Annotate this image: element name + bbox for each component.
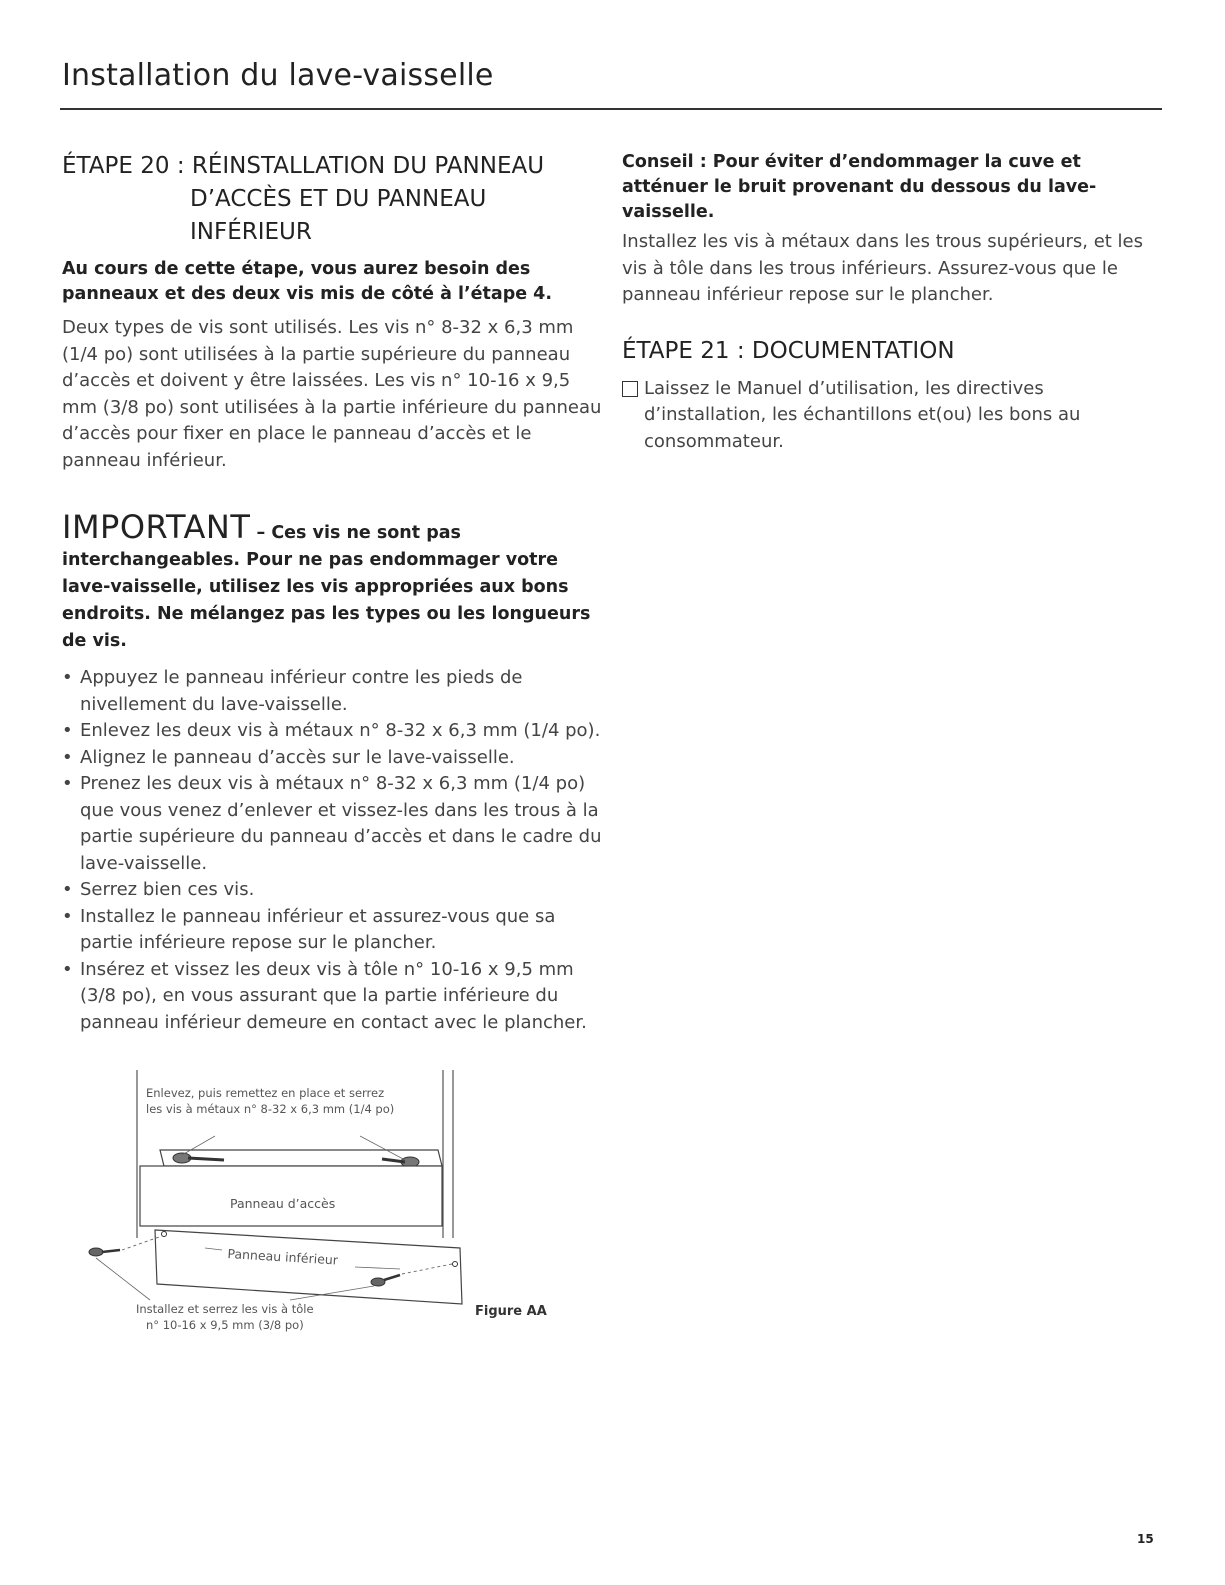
list-item: • Insérez et vissez les deux vis à tôle n° 10-16 x 9,5 mm (3/8 po), en vous assurant que la partie inférieure du panneau inférieur demeure en contact avec le plancher.	[62, 957, 602, 1037]
bottom-screw-label-line1: Installez et serrez les vis à tôle	[136, 1302, 314, 1316]
left-column	[62, 150, 602, 1036]
important-dash: –	[250, 523, 272, 543]
important-text: Ces vis ne sont pas interchangeables. Pour ne pas endommager votre lave-vaisselle, utilisez les vis appropriées aux bons endroits. Ne mélangez pas les types ou les longueurs de vis.	[62, 523, 591, 651]
checkbox-icon	[622, 381, 638, 397]
lower-left-screw-icon	[89, 1248, 120, 1256]
access-panel-label: Panneau d’accès	[230, 1196, 336, 1211]
list-item: • Appuyez le panneau inférieur contre les pieds de nivellement du lave-vaisselle.	[62, 665, 602, 718]
step-20-title-line3: INFÉRIEUR	[190, 219, 312, 245]
tip-heading: Conseil : Pour éviter d’endommager la cuve et atténuer le bruit provenant du dessous du lave-vaisselle.	[622, 152, 1097, 222]
step-20-heading	[62, 150, 602, 249]
top-screw-label-line2: les vis à métaux n° 8-32 x 6,3 mm (1/4 po)	[146, 1102, 395, 1116]
list-item: • Serrez bien ces vis.	[62, 877, 602, 904]
top-screw-label-line1: Enlevez, puis remettez en place et serrez	[146, 1086, 385, 1100]
step-21-heading: ÉTAPE 21 : DOCUMENTATION	[622, 337, 955, 364]
checkbox-text: Laissez le Manuel d’utilisation, les directives d’installation, les échantillons et(ou) les bons au consommateur.	[644, 377, 1081, 452]
step-20-number: ÉTAPE 20 :	[62, 153, 185, 179]
page-title: Installation du lave-vaisselle	[62, 58, 494, 93]
figure-aa	[60, 1068, 560, 1348]
page-number: 15	[1137, 1532, 1154, 1546]
step-21-section	[622, 335, 1167, 456]
list-item: • Alignez le panneau d’accès sur le lave-vaisselle.	[62, 745, 602, 772]
list-item: • Prenez les deux vis à métaux n° 8-32 x 6,3 mm (1/4 po) que vous venez d’enlever et vissez-les dans les trous à la partie supérieure du panneau d’accès et dans le cadre du lave-vaisselle.	[62, 771, 602, 877]
step-20-section	[62, 150, 602, 474]
tip-section	[622, 150, 1167, 309]
important-word: IMPORTANT	[62, 508, 251, 546]
important-notice	[62, 508, 602, 655]
bottom-screw-label-line2: n° 10-16 x 9,5 mm (3/8 po)	[146, 1318, 304, 1332]
step-20-body: Deux types de vis sont utilisés. Les vis n° 8-32 x 6,3 mm (1/4 po) sont utilisées à la partie supérieure du panneau d’accès et doivent y être laissées. Les vis n° 10-16 x 9,5 mm (3/8 po) sont utilisées à la partie inférieure du panneau d’accès pour fixer en place le panneau d’accès et le panneau inférieur.	[62, 317, 602, 471]
title-divider	[60, 108, 1162, 110]
list-item: • Installez le panneau inférieur et assurez-vous que sa partie inférieure repose sur le plancher.	[62, 904, 602, 957]
instruction-list	[62, 665, 602, 1036]
tip-body: Installez les vis à métaux dans les trous supérieurs, et les vis à tôle dans les trous inférieurs. Assurez-vous que le panneau inférieur repose sur le plancher.	[622, 231, 1144, 305]
step-20-title-line1: RÉINSTALLATION DU PANNEAU	[191, 153, 545, 179]
lower-panel-label: Panneau inférieur	[227, 1246, 339, 1268]
right-column	[622, 150, 1167, 455]
list-item: • Enlevez les deux vis à métaux n° 8-32 x 6,3 mm (1/4 po).	[62, 718, 602, 745]
step-20-title-line2: D’ACCÈS ET DU PANNEAU	[190, 186, 487, 212]
figure-caption: Figure AA	[475, 1304, 547, 1319]
step-20-subhead: Au cours de cette étape, vous aurez besoin des panneaux et des deux vis mis de côté à l’étape 4.	[62, 259, 553, 304]
documentation-checklist-item	[622, 376, 1167, 456]
